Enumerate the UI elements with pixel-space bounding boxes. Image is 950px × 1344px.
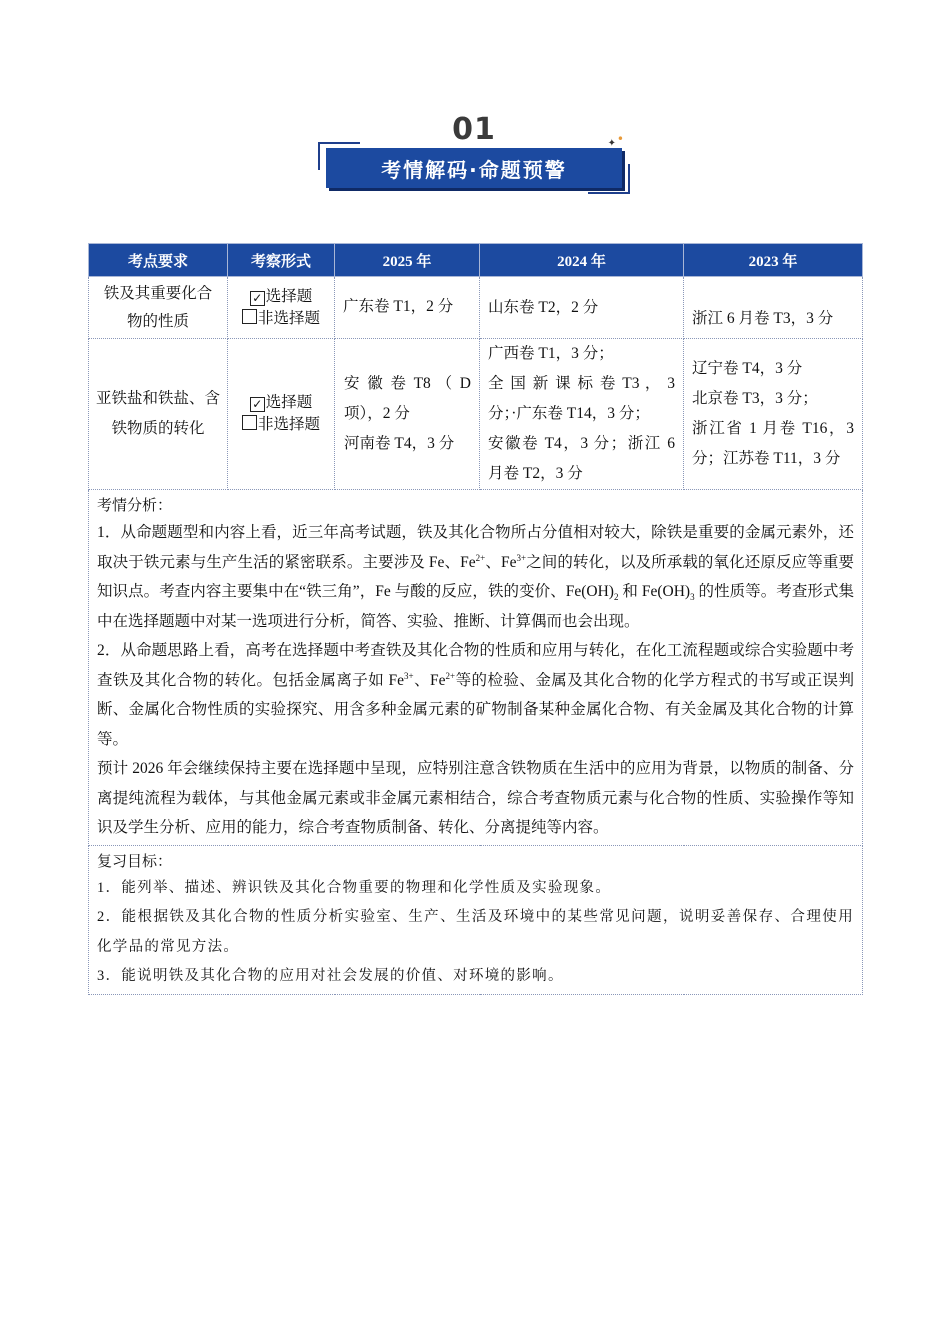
analysis-paragraph-2 [97,636,854,754]
header-2023: 2023 年 [684,244,863,277]
option-choice-label: 选择题 [265,394,313,411]
entry-text: 广西卷 T1，3 分； [488,345,614,362]
entry-text: 全 国 新 课 标 卷 T3 ， 3 分；·广东卷 T14，3 分； [488,375,675,422]
sparkle-dot-icon: • [616,132,624,146]
section-title: 考情解码·命题预警 [326,148,622,188]
goals-cell [89,845,863,994]
year-2025-cell [335,339,480,490]
exam-analysis-table [88,243,863,995]
subscript: 3 [690,592,695,603]
subscript: 2 [613,592,619,603]
form-cell [228,277,335,339]
form-cell [228,339,335,490]
table-header-row [89,244,863,277]
superscript: 2+ [475,552,486,563]
checkbox-empty-icon [242,309,257,324]
entry-text: 安 徽 卷 T8 （ D 项），2 分 [344,375,471,422]
entry-text: 北京卷 T3，3 分； [692,390,818,407]
text-run: 等的检验、金属及其化合物的化学方程式的书写或正误判断、金属化合物性质的实验探究、用含多种金属元素的矿物制备某种金属化合物、有关金属及其化合物的计算等。 [97,671,854,748]
text-run: 、Fe [485,553,517,571]
goals-row [89,845,863,994]
text-run: 和 Fe(OH) [618,583,691,600]
checkbox-checked-icon: ✓ [250,291,265,306]
header-form: 考察形式 [228,244,335,277]
analysis-paragraph-3: 预计 2026 年会继续保持主要在选择题中呈现，应特别注意含铁物质在生活中的应用为背景，以物质的制备、分离提纯流程为载体，与其他金属元素或非金属元素相结合，综合考查物质元素与化合物的性质、实验操作等知识及学生分析、应用的能力，综合考查物质制备、转化、分离提纯等内容。 [97,760,854,836]
goals-title: 复习目标： [97,851,173,870]
goal-item-3: 3．能说明铁及其化合物的应用对社会发展的价值、对环境的影响。 [97,968,564,984]
text-run: 之间的转化，以及所承载的氧化还原反应等重要知识点。考查内容主要集中在“铁三角”，Fe 与酸的反应，铁的变价、Fe(OH) [97,553,854,600]
year-2023-cell: 浙江 6 月卷 T3，3 分 [684,277,863,339]
superscript: 3+ [516,552,527,563]
topic-cell: 亚铁盐和铁盐、含铁物质的转化 [89,339,228,490]
analysis-paragraph-1 [97,518,854,636]
text-run: 、Fe [413,671,446,689]
table-row [89,277,863,339]
option-nonchoice-label: 非选择题 [257,416,320,433]
checkbox-checked-icon: ✓ [250,397,265,412]
entry-text: 河南卷 T4，3 分 [344,435,455,452]
entry-text: 辽宁卷 T4，3 分 [692,360,803,377]
superscript: 3+ [404,670,414,681]
header-2025: 2025 年 [335,244,480,277]
option-choice-label: 选择题 [265,287,313,305]
section-number: 01 [452,112,496,147]
text-run: 1．从命题题型和内容上看，近三年高考试题，铁及其化合物所占分值相对较大，除铁是重要的金属元素外，还取决于铁元素与生产生活的紧密联系。主要涉及 Fe、Fe [97,524,854,571]
header-topic: 考点要求 [89,244,228,277]
option-nonchoice-label: 非选择题 [257,309,320,327]
checkbox-empty-icon [242,415,257,430]
analysis-row [89,490,863,846]
goal-item-2: 2．能根据铁及其化合物的性质分析实验室、生产、生活及环境中的某些常见问题，说明妥善保存、合理使用化学品的常见方法。 [97,909,854,955]
sparkle-icon: ✦ [607,138,616,149]
table-row [89,339,863,490]
analysis-title: 考情分析： [97,496,173,514]
year-2025-cell: 广东卷 T1，2 分 [335,277,480,339]
entry-text: 浙江省 1 月卷 T16，3 分；江苏卷 T11，3 分 [692,420,854,467]
goal-item-1: 1．能列举、描述、辨识铁及其化合物重要的物理和化学性质及实验现象。 [97,879,612,896]
entry-text: 安徽卷 T4，3 分；浙江 6 月卷 T2，3 分 [488,435,675,482]
text-run: 2．从命题思路上看，高考在选择题中考查铁及其化合物的性质和应用与转化，在化工流程题或综合实验题中考查铁及其化合物的转化。包括金属离子如 Fe [97,642,854,689]
text-run: 的性质等。考查形式集中在选择题题中对某一选项进行分析，简答、实验、推断、计算偶而也会出现。 [97,583,854,630]
superscript: 2+ [445,670,456,681]
analysis-cell [89,490,863,846]
section-banner [316,112,632,198]
topic-cell: 铁及其重要化合物的性质 [89,277,228,339]
year-2024-cell [480,339,684,490]
year-2023-cell [684,339,863,490]
year-2024-cell: 山东卷 T2，2 分 [480,277,684,339]
header-2024: 2024 年 [480,244,684,277]
